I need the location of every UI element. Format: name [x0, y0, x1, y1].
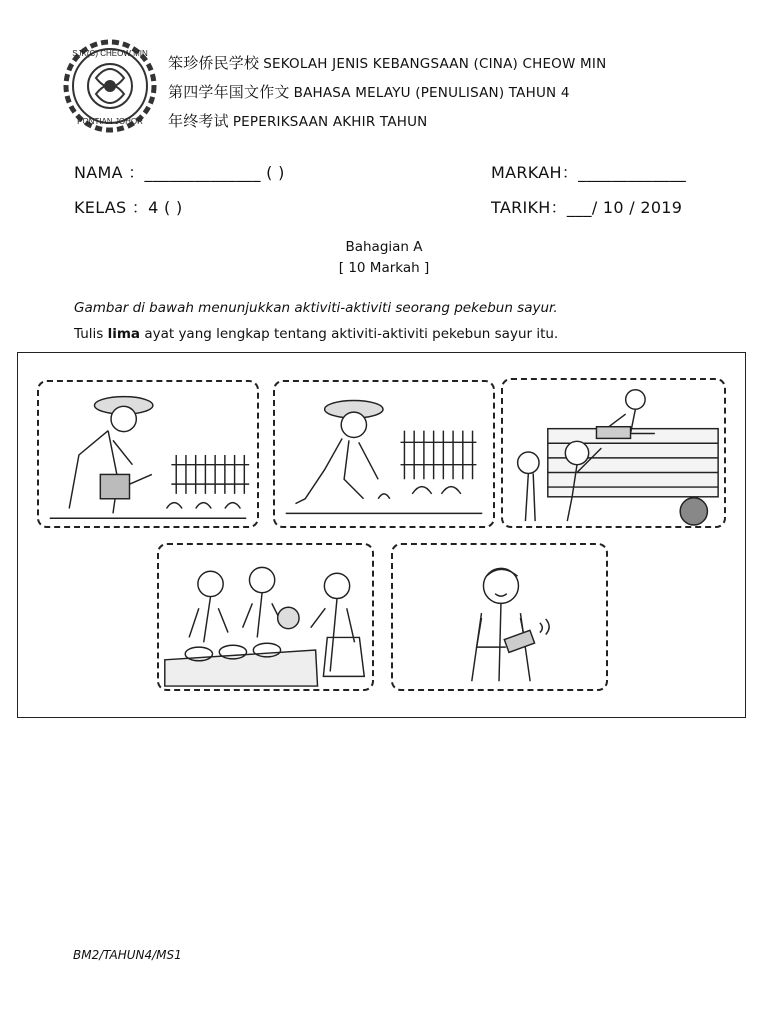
instruction-bold: lima	[107, 326, 141, 342]
section-title: Bahagian A	[345, 239, 423, 255]
instruction-line-2	[74, 326, 558, 342]
watering-vegetables-illustration	[39, 382, 257, 526]
panel-1	[37, 380, 259, 528]
school-name: SEKOLAH JENIS KEBANGSAAN (CINA) CHEOW MIN	[263, 56, 607, 72]
instruction-pre: Tulis	[74, 326, 108, 342]
panel-5	[391, 543, 608, 691]
exam-cn: 年终考试	[168, 112, 229, 130]
svg-text:PONTIAN JOHOR: PONTIAN JOHOR	[77, 117, 143, 126]
kelas-field[interactable]: KELAS ：4 ( )	[74, 198, 183, 217]
loading-lorry-illustration	[503, 380, 724, 526]
selling-vegetables-illustration	[159, 545, 372, 689]
svg-text:SJK(C) CHEOW MIN: SJK(C) CHEOW MIN	[72, 49, 148, 58]
counting-money-illustration	[393, 545, 606, 689]
school-name-cn: 笨珍侨民学校	[168, 54, 260, 72]
panel-3	[501, 378, 726, 528]
subject-line	[168, 81, 570, 102]
panel-2	[273, 380, 495, 528]
subject: BAHASA MELAYU (PENULISAN) TAHUN 4	[293, 85, 570, 101]
subject-cn: 第四学年国文作文	[168, 83, 290, 101]
school-logo	[62, 38, 158, 134]
school-name-line	[168, 52, 606, 73]
planting-seedlings-illustration	[275, 382, 493, 526]
markah-field[interactable]: MARKAH：_____________	[491, 163, 687, 182]
section-marks: [ 10 Markah ]	[338, 260, 430, 276]
nama-field[interactable]: NAMA ：______________ ( )	[74, 163, 285, 182]
instruction-post: ayat yang lengkap tentang aktiviti-aktiviti pekebun sayur itu.	[140, 326, 559, 342]
page-footer-code: BM2/TAHUN4/MS1	[73, 948, 182, 962]
exam-line	[168, 110, 427, 131]
instruction-line-1: Gambar di bawah menunjukkan aktiviti-aktiviti seorang pekebun sayur.	[74, 300, 558, 316]
tarikh-field[interactable]: TARIKH：___/ 10 / 2019	[491, 198, 683, 217]
panel-4	[157, 543, 374, 691]
picture-frame	[17, 352, 746, 718]
exam: PEPERIKSAAN AKHIR TAHUN	[232, 114, 428, 130]
